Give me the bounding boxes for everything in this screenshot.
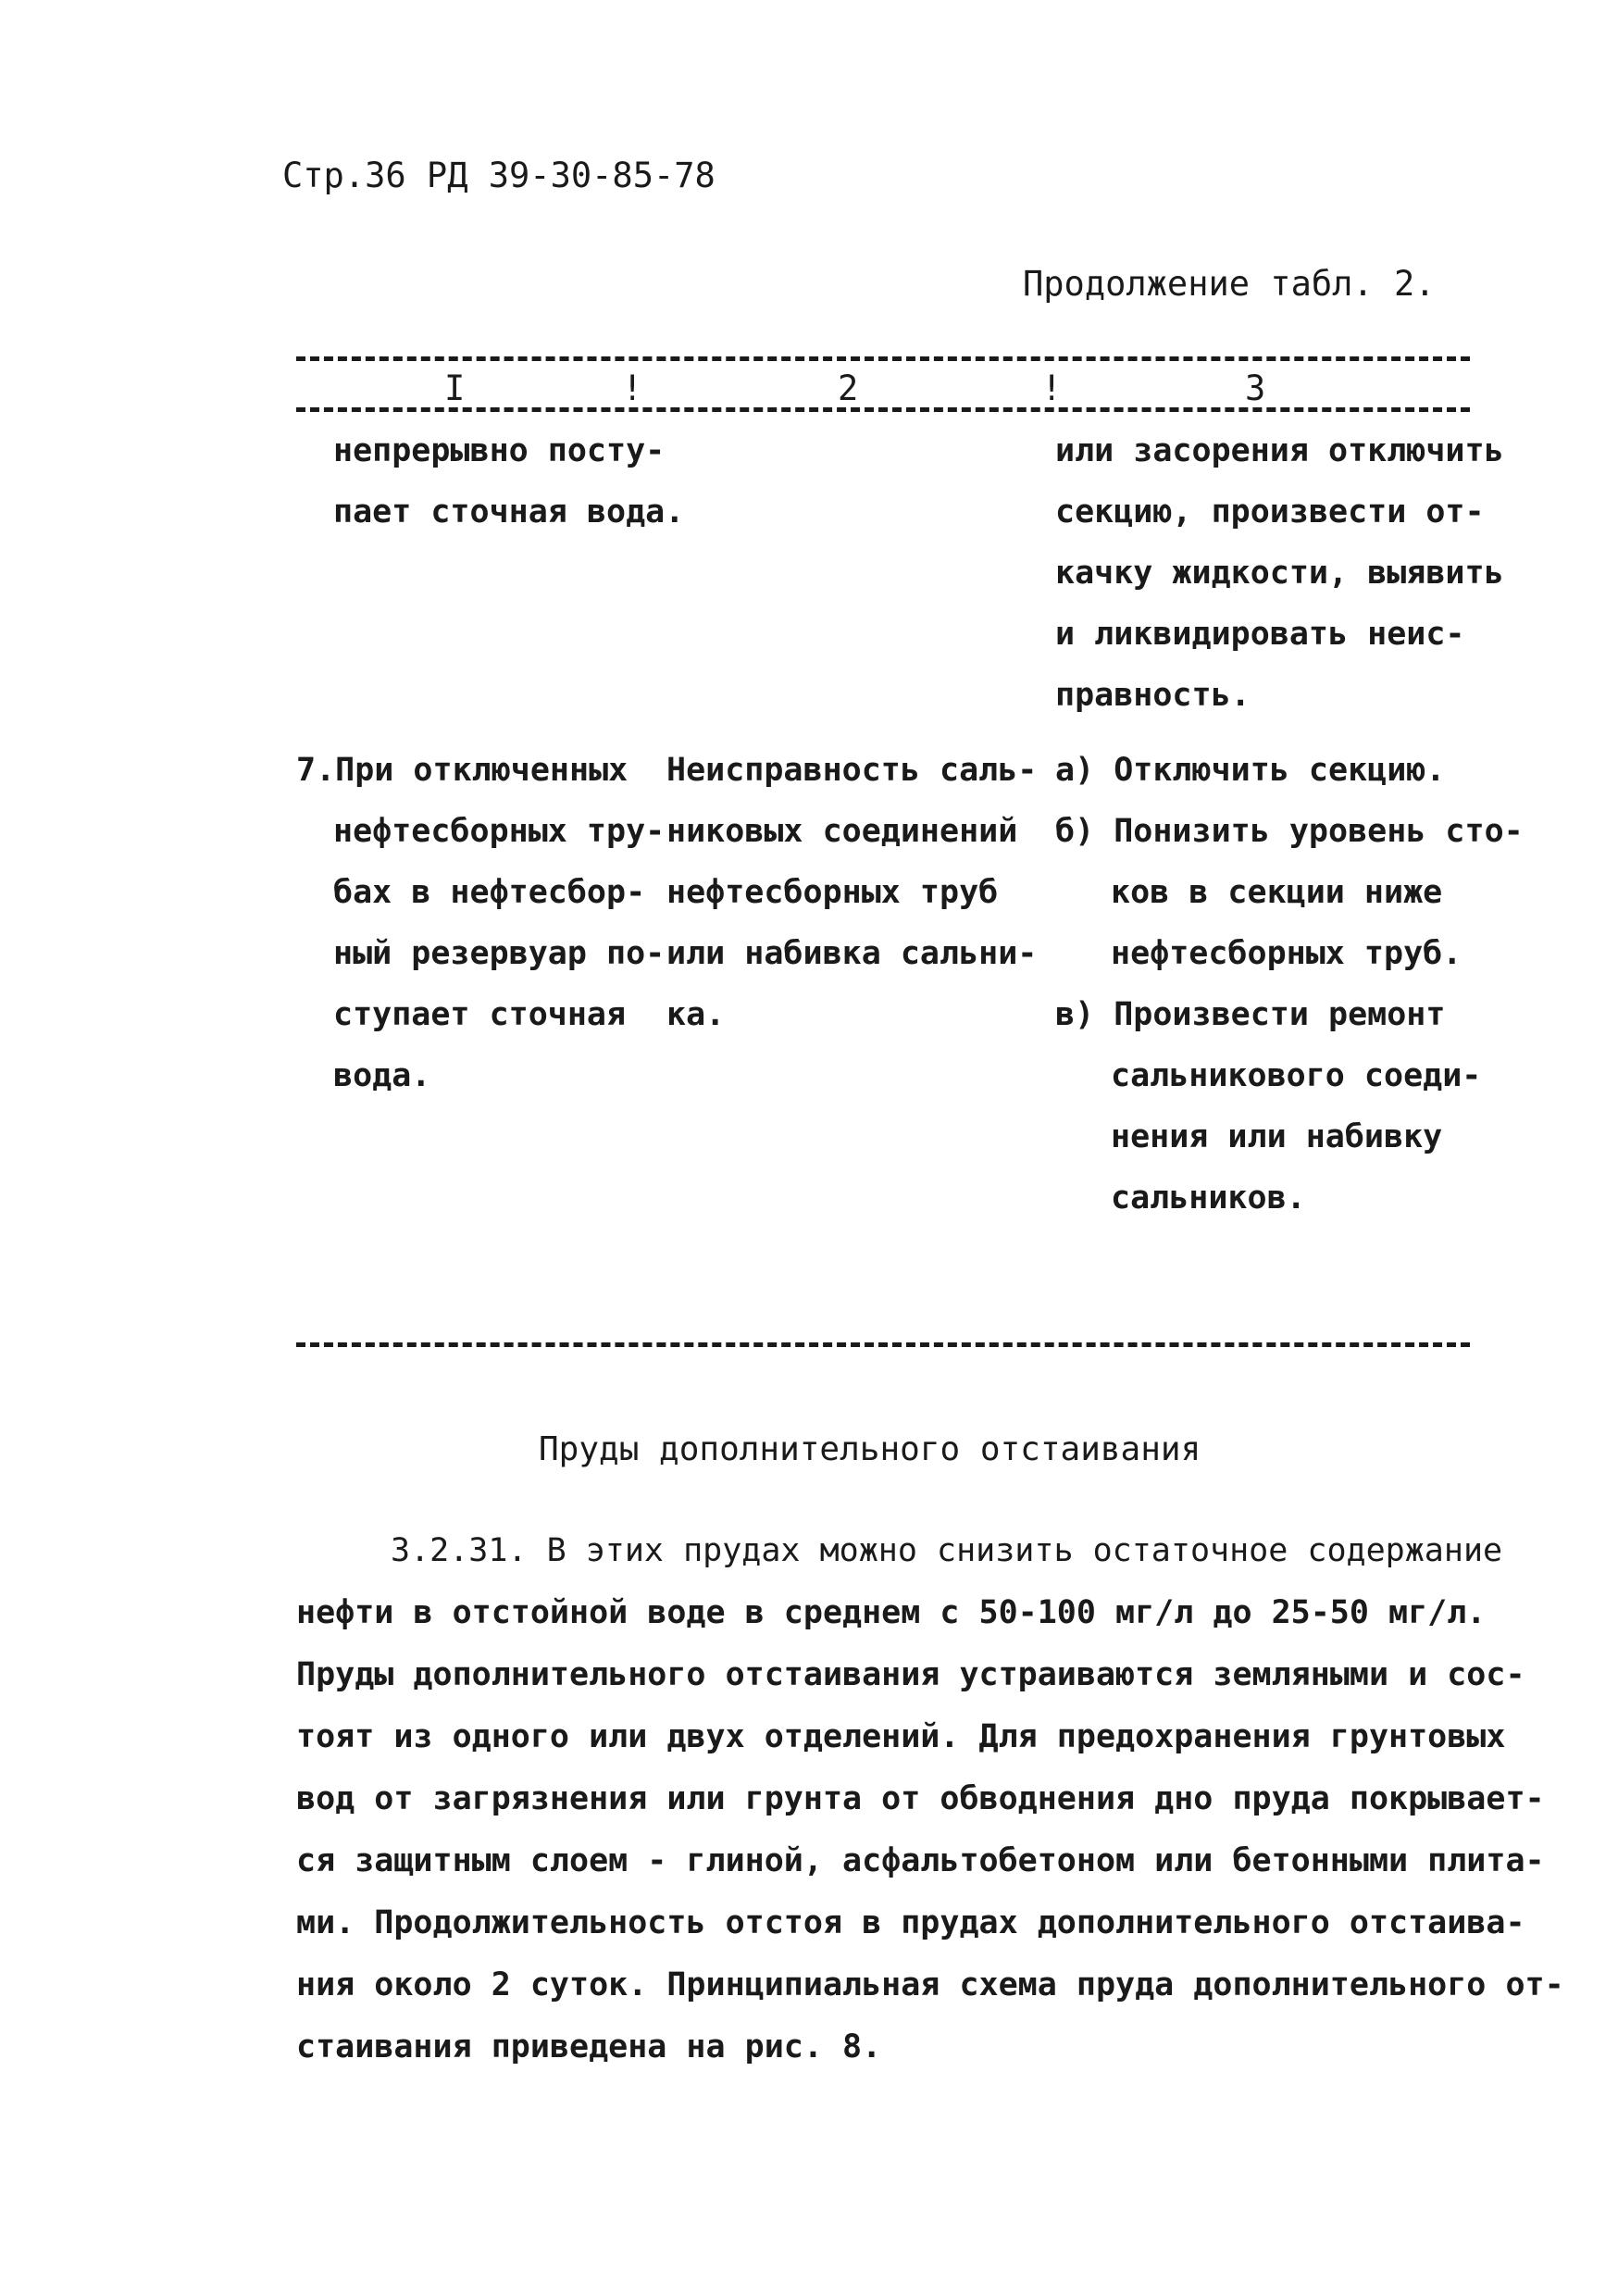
paragraph-line-3: Пруды дополнительного отстаивания устраиваются земляными и сос- bbox=[296, 1656, 1525, 1693]
row7-col2-line-1: Неисправность саль- bbox=[666, 752, 1038, 789]
row6-col3-line-2: секцию, произвести от- bbox=[1055, 493, 1485, 530]
column-number-1: I bbox=[444, 368, 466, 408]
table-top-rule bbox=[296, 356, 1470, 361]
table-header-rule bbox=[296, 407, 1470, 412]
paragraph-line-6: ся защитным слоем - глиной, асфальтобетоном или бетонными плита- bbox=[296, 1842, 1545, 1879]
paragraph-line-2: нефти в отстойной воде в среднем с 50-100 мг/л до 25-50 мг/л. bbox=[296, 1594, 1487, 1631]
column-separator-1: ! bbox=[622, 368, 643, 408]
row7-col3-line-6: сальникового соеди- bbox=[1111, 1057, 1482, 1094]
paragraph-line-1: 3.2.31. В этих прудах можно снизить остаточное содержание bbox=[391, 1532, 1503, 1569]
section-title: Пруды дополнительного отстаивания bbox=[539, 1430, 1201, 1468]
table-bottom-rule bbox=[296, 1342, 1470, 1347]
row7-col3-line-2: б) Понизить уровень сто- bbox=[1055, 813, 1524, 850]
row7-col3-line-3: ков в секции ниже bbox=[1111, 874, 1443, 911]
row6-col1-line-1: непрерывно посту- bbox=[333, 432, 666, 469]
column-separator-2: ! bbox=[1041, 368, 1063, 408]
row7-col3-line-7: нения или набивку bbox=[1111, 1118, 1443, 1155]
row7-col3-line-5: в) Произвести ремонт bbox=[1055, 996, 1446, 1033]
row7-col1-line-2: нефтесборных тру- bbox=[333, 813, 666, 850]
row6-col3-line-5: правность. bbox=[1055, 677, 1251, 714]
row7-col3-line-4: нефтесборных труб. bbox=[1111, 935, 1462, 972]
paragraph-line-8: ния около 2 суток. Принципиальная схема пруда дополнительного от- bbox=[296, 1966, 1564, 2003]
row6-col3-line-1: или засорения отключить bbox=[1055, 432, 1504, 469]
row7-col1-line-4: ный резервуар по- bbox=[333, 935, 666, 972]
row7-col2-line-3: нефтесборных труб bbox=[666, 874, 999, 911]
paragraph-line-4: тоят из одного или двух отделений. Для предохранения грунтовых bbox=[296, 1718, 1506, 1755]
column-number-2: 2 bbox=[838, 368, 859, 408]
row7-col3-line-1: а) Отключить секцию. bbox=[1055, 752, 1446, 789]
row7-col1-line-3: бах в нефтесбор- bbox=[333, 874, 646, 911]
row7-col2-line-4: или набивка сальни- bbox=[666, 935, 1038, 972]
row6-col3-line-4: и ликвидировать неис- bbox=[1055, 616, 1465, 653]
row7-col1-line-1: 7.При отключенных bbox=[296, 752, 629, 789]
row7-col3-line-8: сальников. bbox=[1111, 1179, 1306, 1217]
paragraph-line-9: стаивания приведена на рис. 8. bbox=[296, 2028, 882, 2065]
row7-col1-line-6: вода. bbox=[333, 1057, 431, 1094]
page-header: Стр.36 РД 39-30-85-78 bbox=[282, 156, 716, 195]
row6-col3-line-3: качку жидкости, выявить bbox=[1055, 555, 1504, 592]
table-continuation-label: Продолжение табл. 2. bbox=[1023, 264, 1436, 304]
row7-col1-line-5: ступает сточная bbox=[333, 996, 627, 1033]
paragraph-line-7: ми. Продолжительность отстоя в прудах дополнительного отстаива- bbox=[296, 1904, 1525, 1941]
column-number-3: 3 bbox=[1245, 368, 1266, 408]
paragraph-line-5: вод от загрязнения или грунта от обводнения дно пруда покрывает- bbox=[296, 1780, 1545, 1817]
row6-col1-line-2: пает сточная вода. bbox=[333, 493, 685, 530]
row7-col2-line-2: никовых соединений bbox=[666, 813, 1018, 850]
row7-col2-line-5: ка. bbox=[666, 996, 726, 1033]
